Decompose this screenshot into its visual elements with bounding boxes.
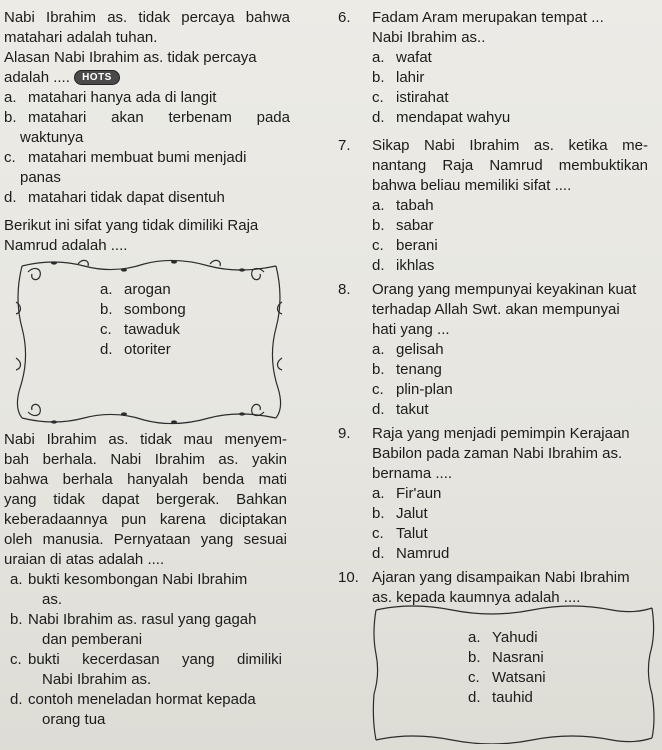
options-frame xyxy=(14,258,284,426)
left-column: Nabi Ibrahim as. tidak percaya bahwa matahari adalah tuhan. Alasan Nabi Ibrahim as. tidak percaya adalah .... HOTS a. matahari hanya ada di langit b. matahari akan terbenam pada waktunya c. matahari membuat bumi menjadi panas d. matahari tidak dapat disentuh Berikut ini sifat yang tidak dimiliki Raja Namrud adalah .... xyxy=(4,8,304,256)
option-alasan-d: d. matahari tidak dapat disentuh xyxy=(4,189,225,206)
option-sifat-d: d. otoriter xyxy=(100,341,171,358)
question-10: 10. Ajaran yang disampaikan Nabi Ibrahim as. kepada kaumnya adalah .... xyxy=(338,569,630,606)
q10-options xyxy=(468,628,546,708)
question-7: 7. Sikap Nabi Ibrahim as. ketika me- nantang Raja Namrud membuktikan bahwa beliau memiliki sifat .... a. tabah b. sabar c. berani d. ikhlas xyxy=(338,136,658,276)
option-6-a: a. wafat xyxy=(372,49,432,66)
option-7-b: b. sabar xyxy=(372,217,434,234)
option-8-d: d. takut xyxy=(372,401,429,418)
option-9-c: c. Talut xyxy=(372,525,428,542)
right-column xyxy=(338,8,658,608)
option-9-a: a. Fir'aun xyxy=(372,485,442,502)
option-passage-d: d. contoh meneladan hormat kepada xyxy=(10,691,256,708)
option-sifat-a: a. arogan xyxy=(100,281,171,298)
option-alasan-b: b. matahari akan terbenam pada xyxy=(4,109,290,126)
option-6-d: d. mendapat wahyu xyxy=(372,109,511,126)
sifat-options xyxy=(100,280,186,360)
option-10-a: a. Yahudi xyxy=(468,629,538,646)
option-7-d: d. ikhlas xyxy=(372,257,435,274)
option-10-d: d. tauhid xyxy=(468,689,533,706)
options-frame-10 xyxy=(372,604,656,744)
option-9-d: d. Namrud xyxy=(372,545,450,562)
option-passage-c: c. bukti kecerdasan yang dimiliki xyxy=(10,651,282,668)
option-passage-b: b. Nabi Ibrahim as. rasul yang gagah xyxy=(10,611,257,628)
option-passage-a: a. bukti kesombongan Nabi Ibrahim xyxy=(10,571,248,588)
option-8-b: b. tenang xyxy=(372,361,442,378)
question-6: 6. Fadam Aram merupakan tempat ... Nabi Ibrahim as.. a. wafat b. lahir c. istirahat d. mendapat wahyu xyxy=(338,8,658,128)
option-7-a: a. tabah xyxy=(372,197,434,214)
question-9: 9. Raja yang menjadi pemimpin Kerajaan Babilon pada zaman Nabi Ibrahim as. bernama .... a. Fir'aun b. Jalut c. Talut d. Namrud xyxy=(338,424,658,564)
option-9-b: b. Jalut xyxy=(372,505,428,522)
option-10-b: b. Nasrani xyxy=(468,649,544,666)
option-sifat-c: c. tawaduk xyxy=(100,321,180,338)
question-alasan-line2: adalah .... HOTS xyxy=(4,68,304,88)
option-10-c: c. Watsani xyxy=(468,669,546,686)
option-7-c: c. berani xyxy=(372,237,438,254)
option-sifat-b: b. sombong xyxy=(100,301,186,318)
hots-badge: HOTS xyxy=(74,70,120,85)
question-alasan: Alasan Nabi Ibrahim as. tidak percaya xyxy=(4,49,257,66)
question-8: 8. Orang yang mempunyai keyakinan kuat terhadap Allah Swt. akan mempunyai hati yang ... a. gelisah b. tenang c. plin-plan d. takut xyxy=(338,280,658,420)
option-8-c: c. plin-plan xyxy=(372,381,453,398)
question-sifat: Berikut ini sifat yang tidak dimiliki Raja xyxy=(4,217,259,234)
option-alasan-c: c. matahari membuat bumi menjadi xyxy=(4,149,247,166)
intro-line: matahari adalah tuhan. xyxy=(4,29,158,46)
option-alasan-a: a. matahari hanya ada di langit xyxy=(4,89,217,106)
option-6-c: c. istirahat xyxy=(372,89,449,106)
option-6-b: b. lahir xyxy=(372,69,425,86)
option-8-a: a. gelisah xyxy=(372,341,444,358)
passage-block: Nabi Ibrahim as. tidak mau menyem- bah berhala. Nabi Ibrahim as. yakin bahwa berhala hanyalah benda mati yang tidak dapat bergerak. Bahkan keberadaannya pun karena diciptakan oleh manusia. Pernyataan yang sesuai uraian di atas adalah .... a. bukti kesombongan Nabi Ibrahim as. b. Nabi Ibrahim as. rasul yang gagah dan pemberani c. bukti kecerdasan yang dimiliki Nabi Ibrahim as. d. contoh meneladan hormat kepada orang tua xyxy=(4,430,304,730)
intro-line: Nabi Ibrahim as. tidak percaya bahwa xyxy=(4,9,290,26)
